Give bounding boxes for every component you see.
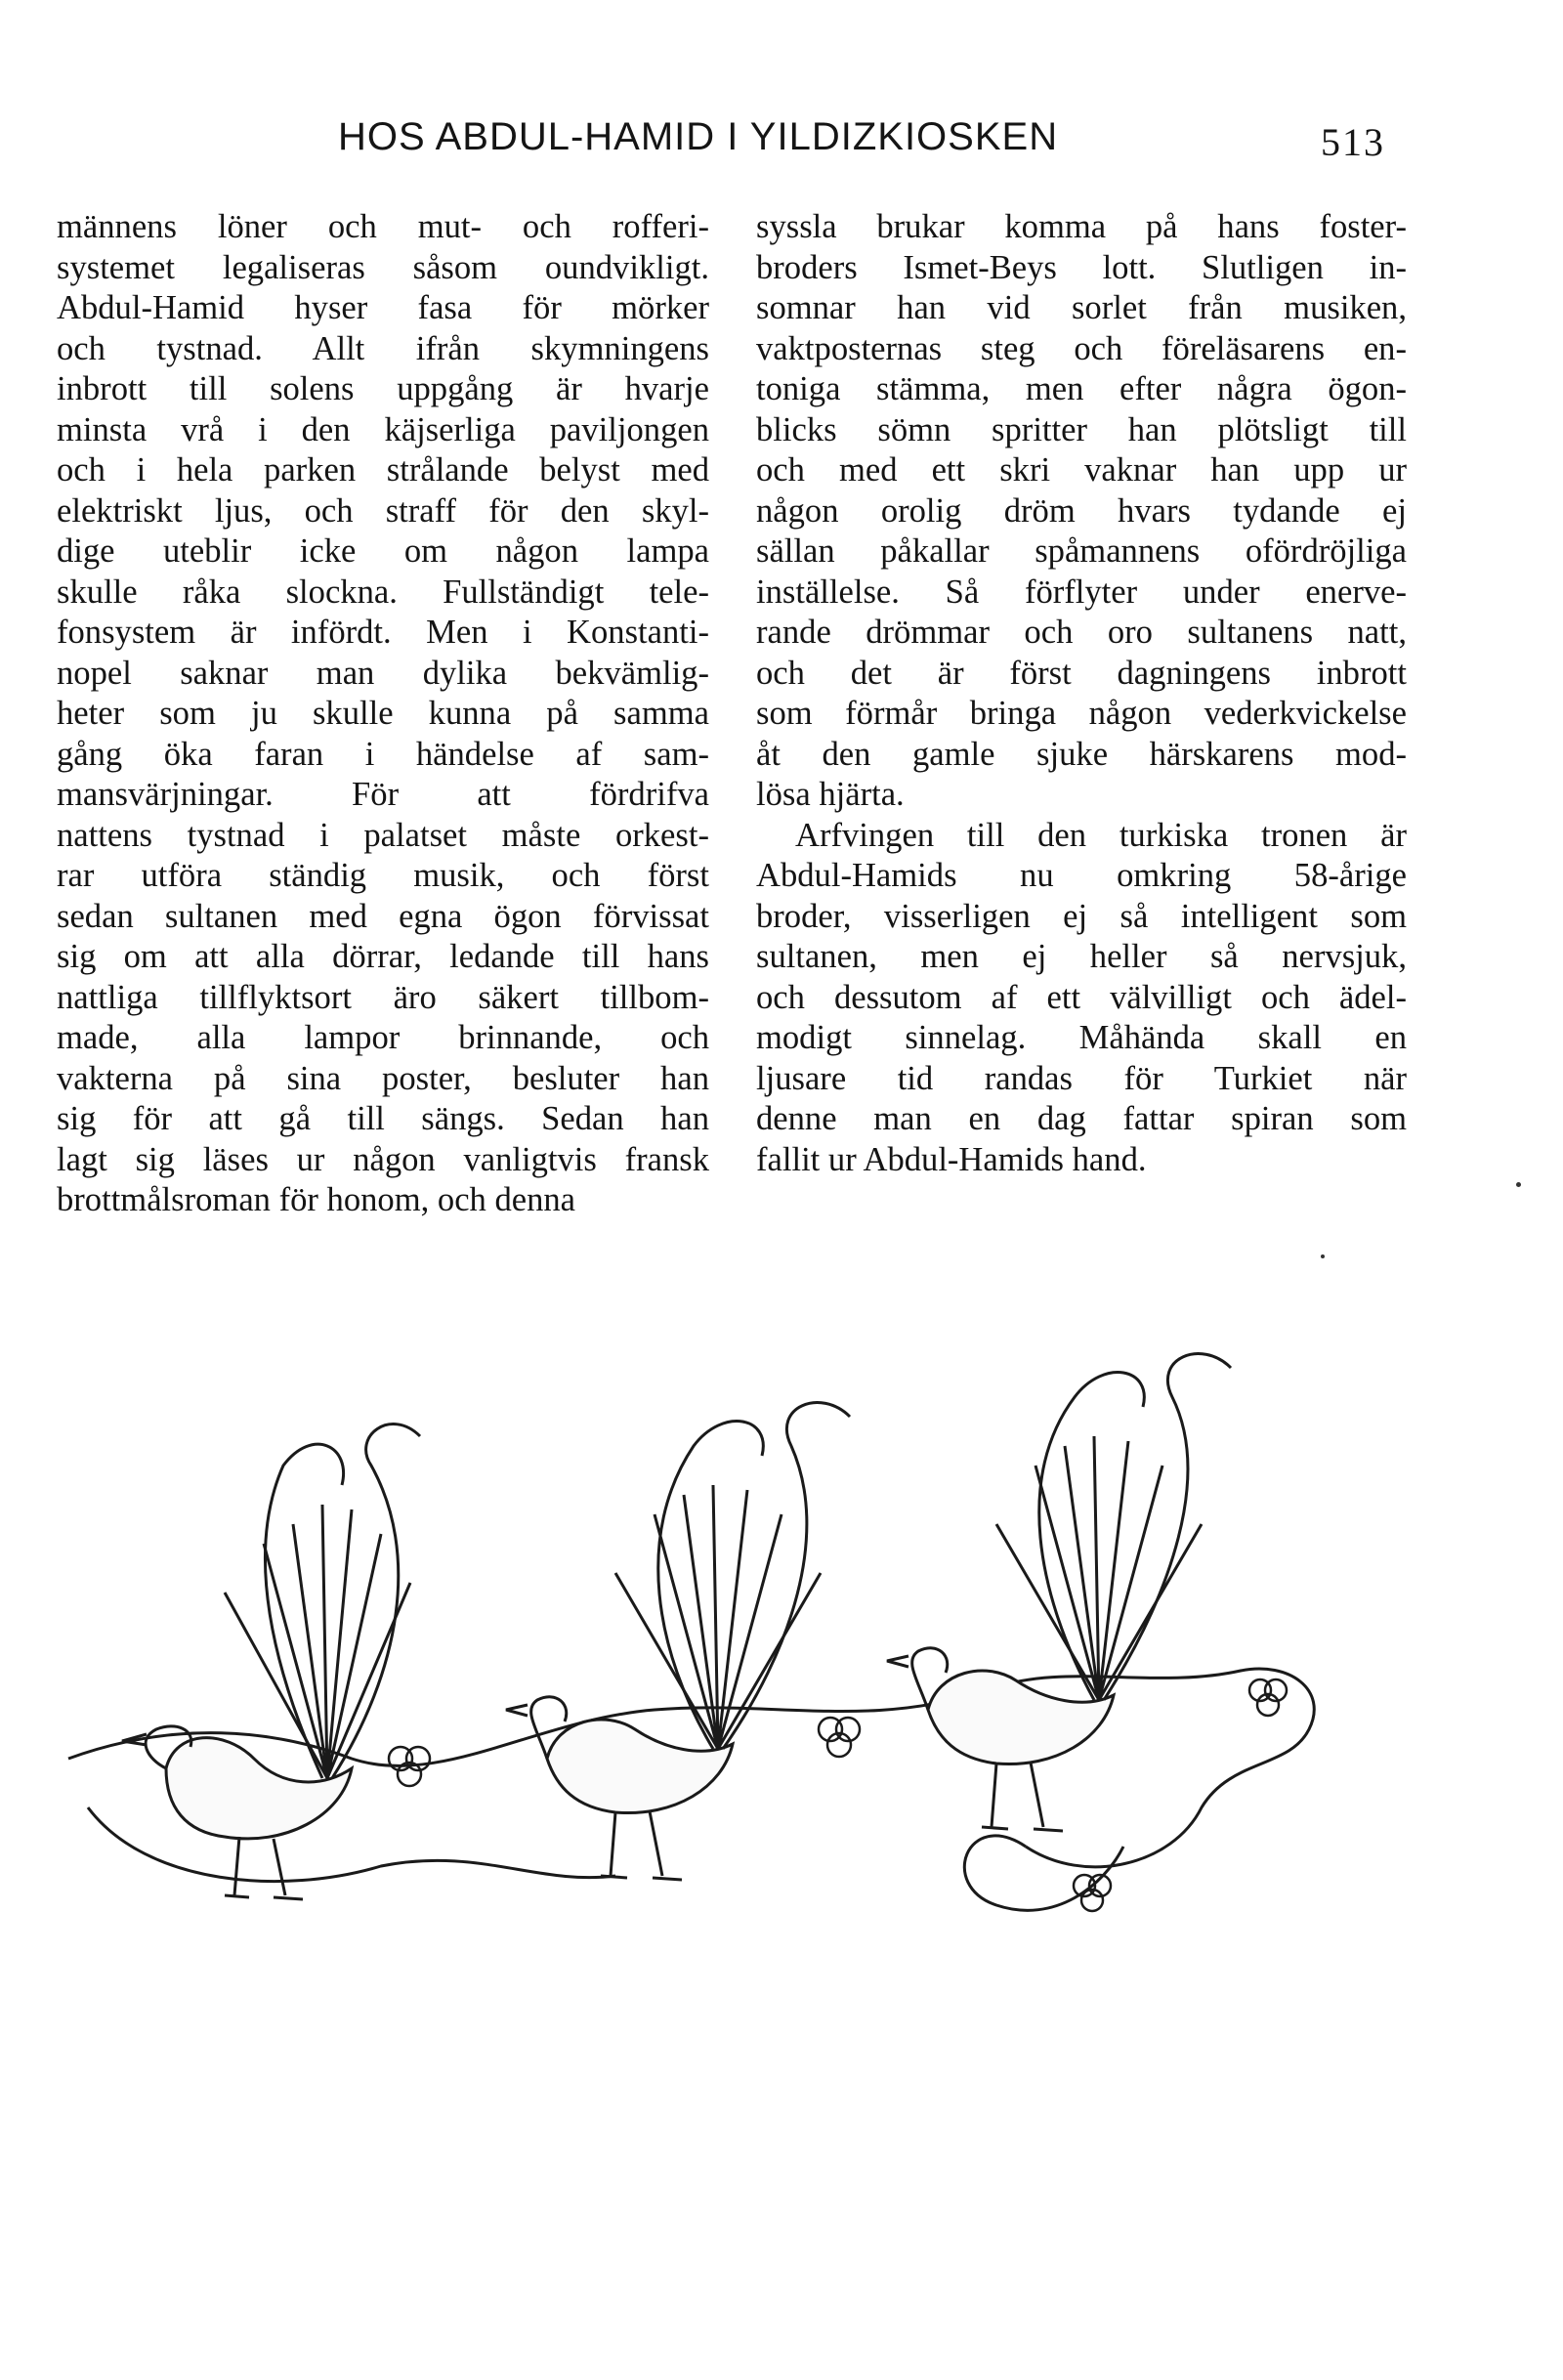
text-line: dige uteblir icke om någon lampa bbox=[57, 532, 709, 570]
text-line: nopel saknar man dylika bekvämlig- bbox=[57, 654, 709, 692]
right-text-column bbox=[756, 207, 1407, 1180]
text-line: denne man en dag fattar spiran som bbox=[756, 1100, 1407, 1137]
text-line: nattens tystnad i palatset måste orkest- bbox=[57, 816, 709, 854]
ribbon-lower-curl bbox=[88, 1807, 615, 1882]
text-line: som förmår bringa någon vederkvickelse bbox=[756, 695, 1407, 732]
text-line: och med ett skri vaknar han upp ur bbox=[756, 451, 1407, 489]
text-line: brottmålsroman för honom, och denna bbox=[57, 1181, 576, 1218]
text-line: made, alla lampor brinnande, och bbox=[57, 1019, 709, 1056]
text-line: broder, visserligen ej så intelligent som bbox=[756, 897, 1407, 935]
text-line: Abdul-Hamid hyser fasa för mörker bbox=[57, 289, 709, 326]
lyrebird-left bbox=[122, 1424, 420, 1899]
text-line: mansvärjningar. För att fördrifva bbox=[57, 776, 709, 813]
text-line: Abdul-Hamids nu omkring 58-årige bbox=[756, 857, 1407, 894]
text-line: sig om att alla dörrar, ledande till hans bbox=[57, 938, 709, 975]
text-line: broders Ismet-Beys lott. Slutligen in- bbox=[756, 248, 1407, 286]
text-line: fallit ur Abdul-Hamids hand. bbox=[756, 1140, 1147, 1178]
text-line: nattliga tillflyktsort äro säkert tillbom- bbox=[57, 978, 709, 1016]
text-line: någon orolig dröm hvars tydande ej bbox=[756, 491, 1407, 530]
text-line: gång öka faran i händelse af sam- bbox=[57, 735, 709, 773]
running-head bbox=[59, 115, 1446, 174]
text-line: fonsystem är infördt. Men i Konstanti- bbox=[57, 614, 709, 651]
text-line: lagt sig läses ur någon vanligtvis fransk bbox=[57, 1140, 709, 1178]
text-line: syssla brukar komma på hans foster- bbox=[756, 208, 1407, 245]
text-line: sultanen, men ej heller så nervsjuk, bbox=[756, 938, 1407, 975]
running-title: HOS ABDUL-HAMID I YILDIZKIOSKEN bbox=[338, 115, 1059, 158]
text-line: Arfvingen till den turkiska tronen är bbox=[795, 816, 1407, 854]
text-line: ljusare tid randas för Turkiet när bbox=[756, 1059, 1407, 1097]
text-line: elektriskt ljus, och straff för den skyl- bbox=[57, 491, 709, 530]
ink-speck bbox=[1321, 1254, 1325, 1258]
text-line: och i hela parken strålande belyst med bbox=[57, 451, 709, 489]
page-number: 513 bbox=[1321, 120, 1385, 164]
text-line: sig för att gå till sängs. Sedan han bbox=[57, 1100, 709, 1137]
text-line: vaktposternas steg och föreläsarens en- bbox=[756, 329, 1407, 367]
text-line: heter som ju skulle kunna på samma bbox=[57, 695, 709, 732]
ink-speck bbox=[1516, 1182, 1521, 1187]
text-line: modigt sinnelag. Måhända skall en bbox=[756, 1019, 1407, 1056]
ribbon-fold bbox=[964, 1836, 1123, 1910]
text-line: minsta vrå i den käjserliga paviljongen bbox=[57, 410, 709, 448]
text-line: rande drömmar och oro sultanens natt, bbox=[756, 614, 1407, 651]
text-line: inställelse. Så förflyter under enerve- bbox=[756, 573, 1407, 611]
text-line: blicks sömn spritter han plötsligt till bbox=[756, 410, 1407, 448]
text-line: inbrott till solens uppgång är hvarje bbox=[57, 370, 709, 407]
text-line: männens löner och mut- och rofferi- bbox=[57, 208, 709, 245]
text-line: systemet legaliseras såsom oundvikligt. bbox=[57, 248, 709, 286]
text-line: somnar han vid sorlet från musiken, bbox=[756, 289, 1407, 326]
text-line: vakterna på sina poster, besluter han bbox=[57, 1059, 709, 1097]
lyrebird-illustration bbox=[29, 1299, 1397, 1964]
text-line: rar utföra ständig musik, och först bbox=[57, 857, 709, 894]
text-line: och det är först dagningens inbrott bbox=[756, 654, 1407, 692]
lyrebird-right bbox=[887, 1354, 1231, 1831]
text-line: och tystnad. Allt ifrån skymningens bbox=[57, 329, 709, 367]
text-line: åt den gamle sjuke härskarens mod- bbox=[756, 735, 1407, 773]
text-line: lösa hjärta. bbox=[756, 776, 905, 813]
text-line: toniga stämma, men efter några ögon- bbox=[756, 370, 1407, 407]
lyrebird-ornament-svg bbox=[29, 1299, 1397, 1964]
text-line: skulle råka slockna. Fullständigt tele- bbox=[57, 573, 709, 611]
text-line: sällan påkallar spåmannens ofördröjliga bbox=[756, 532, 1407, 570]
text-line: sedan sultanen med egna ögon förvissat bbox=[57, 897, 709, 935]
text-line: och dessutom af ett välvilligt och ädel- bbox=[756, 978, 1407, 1016]
lyrebird-middle bbox=[506, 1403, 850, 1880]
left-text-column bbox=[57, 207, 709, 1221]
